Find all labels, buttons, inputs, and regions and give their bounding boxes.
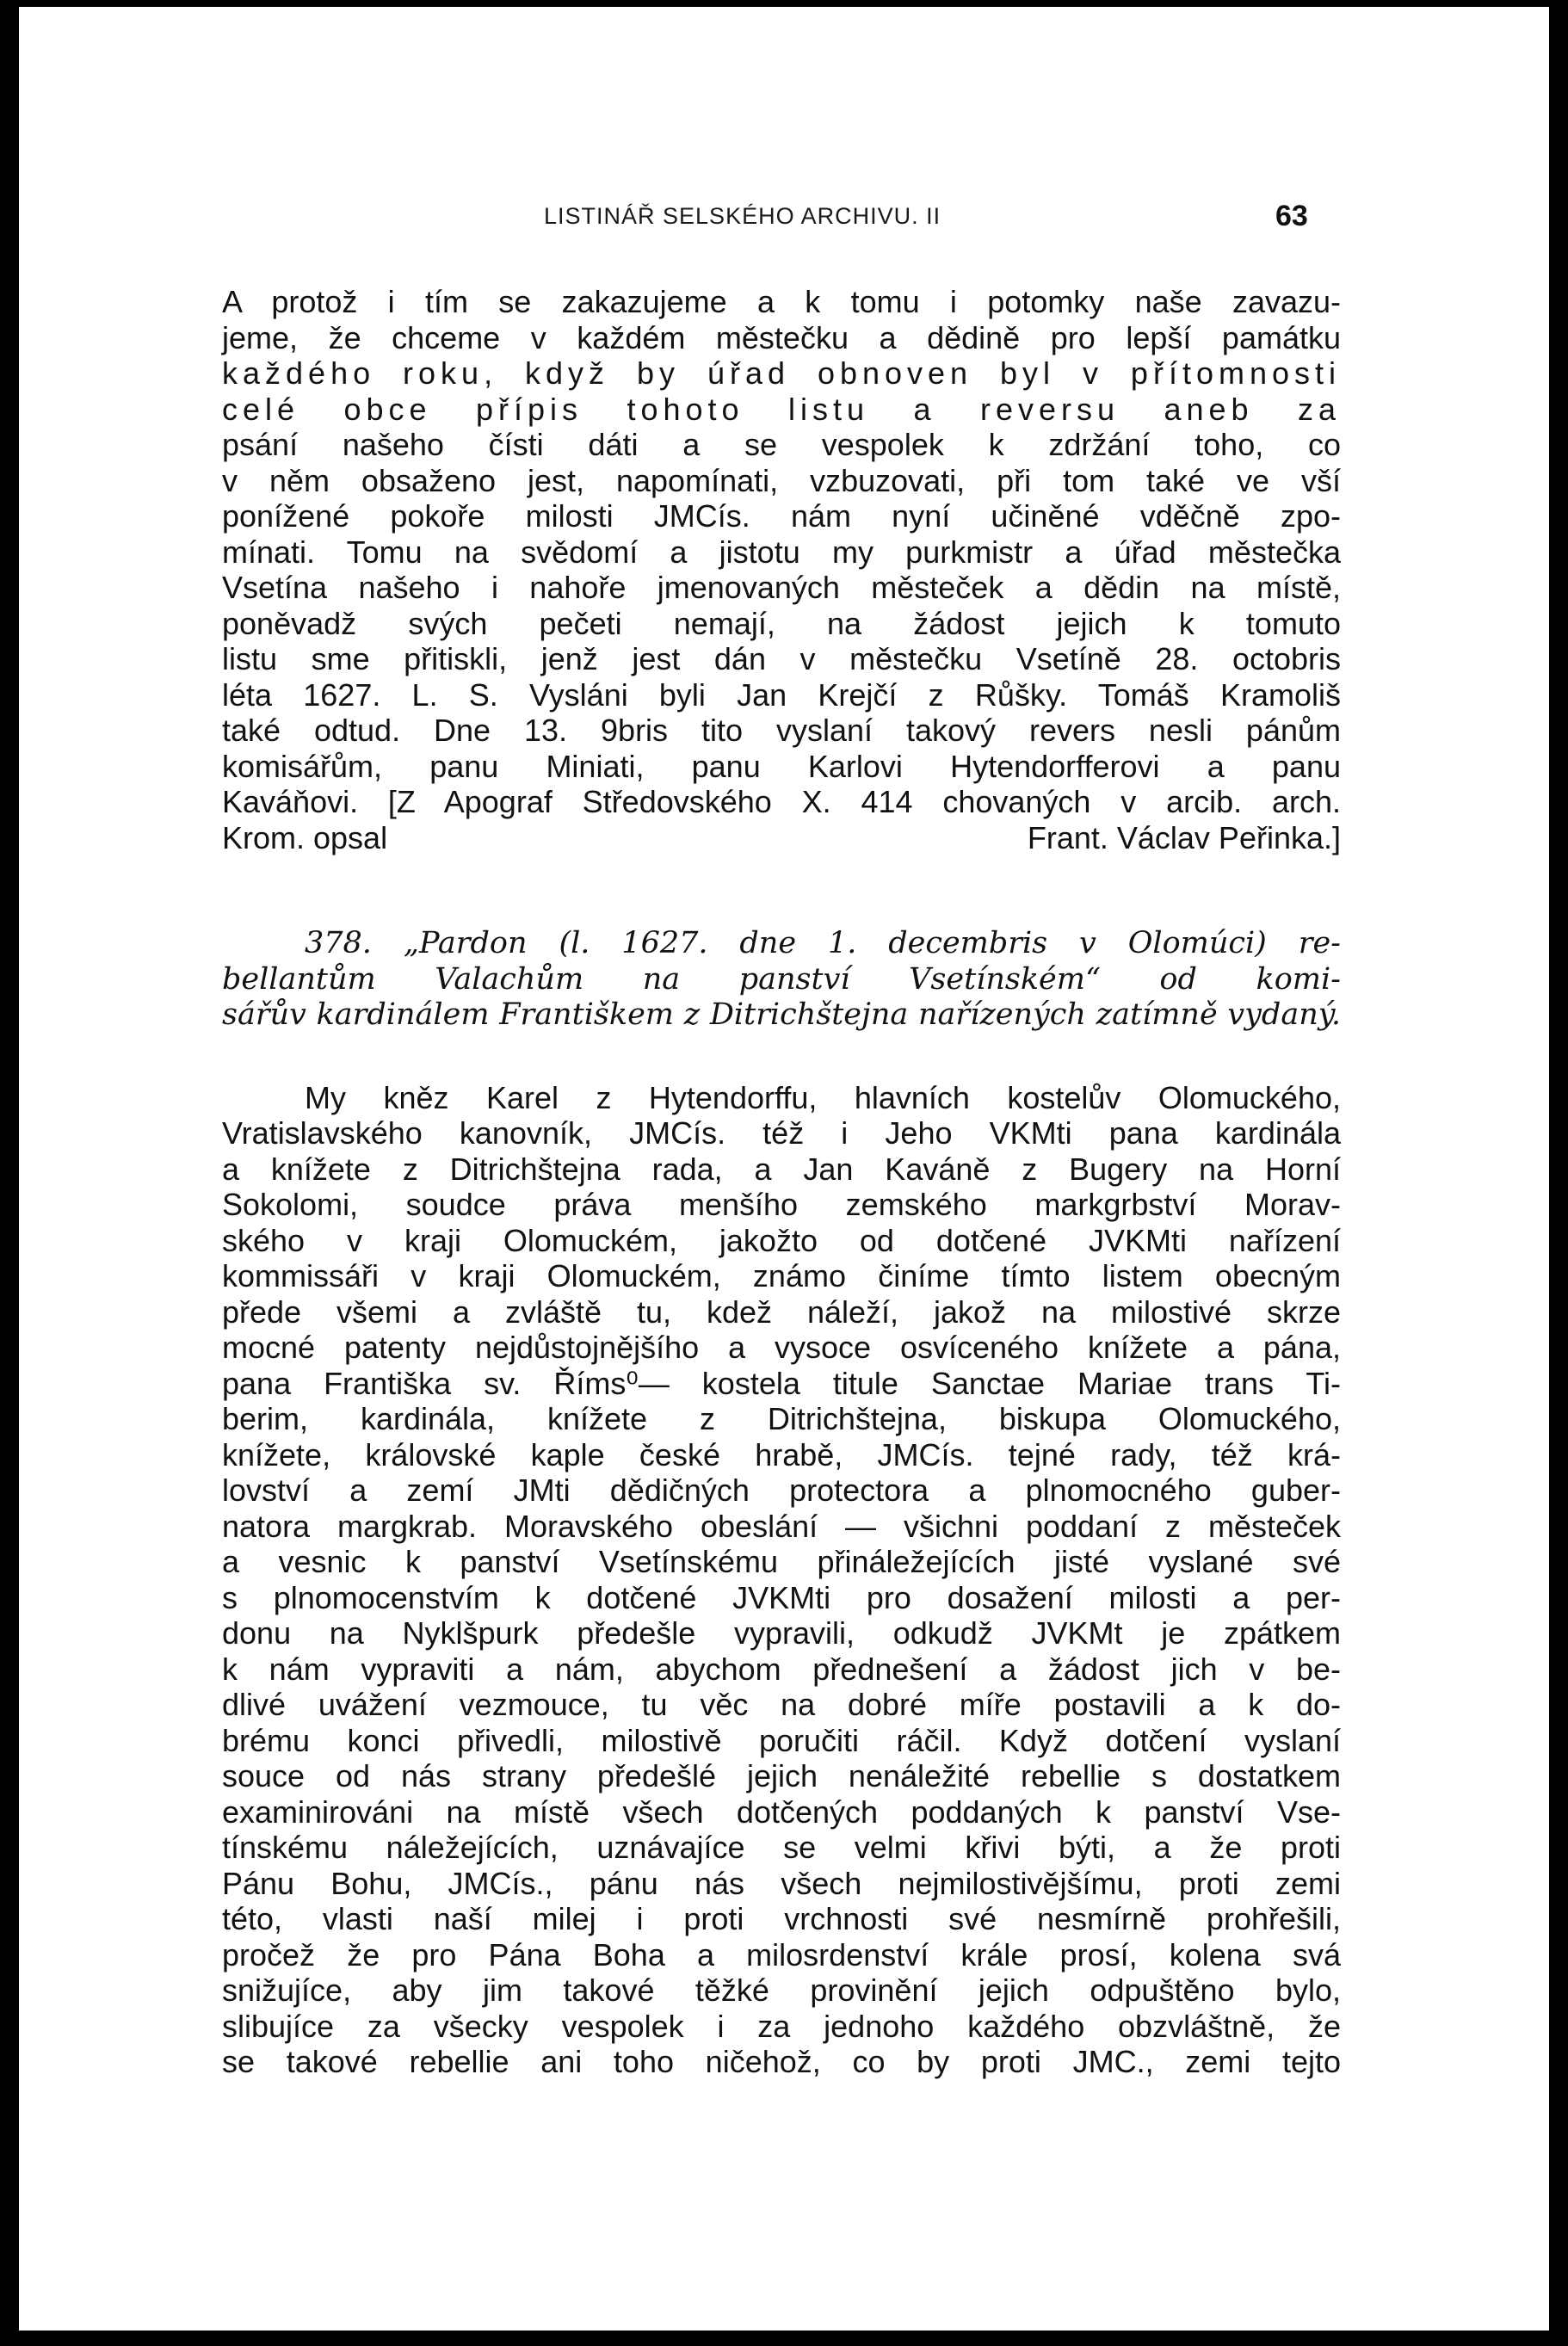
text-line: Kaváňovi. [Z Apograf Středovského X. 414 chovaných v arcib. arch. [222, 784, 1341, 819]
text-line: této, vlasti naší milej i proti vrchnosti své nesmírně prohřešili, [222, 1901, 1341, 1936]
page-number: 63 [1275, 200, 1308, 232]
text-line: poněvadž svých pečeti nemají, na žádost jejich k tomuto [222, 605, 1341, 641]
text-line: Vratislavského kanovník, JMCís. též i Jeho VKMti pana kardinála [222, 1115, 1341, 1151]
section-gap [222, 855, 1341, 926]
text-line: celé obce přípis tohoto listu a reversu aneb za [222, 391, 1341, 427]
text-line: pročež že pro Pána Boha a milosrdenství krále prosí, kolena svá [222, 1936, 1341, 1972]
book-page [19, 7, 1549, 2331]
text-line: také odtud. Dne 13. 9bris tito vyslaní takový revers nesli pánům [222, 713, 1341, 748]
text-line: a vesnic k panství Vsetínskému přináležejících jisté vyslané své [222, 1544, 1341, 1579]
copied-by: Krom. opsal [222, 819, 388, 855]
text-line: lovství a zemí JMti dědičných protectora a plnomocného guber- [222, 1472, 1341, 1508]
text-line: slibujíce za všecky vespolek i za jednoho každého obzvláštně, že [222, 2008, 1341, 2044]
text-line: natora margkrab. Moravského obeslání — všichni poddaní z městeček [222, 1508, 1341, 1544]
text-line: A protož i tím se zakazujeme a k tomu i potomky naše zavazu- [222, 284, 1341, 319]
running-title: LISTINÁŘ SELSKÉHO ARCHIVU. II [544, 203, 941, 229]
text-line: knížete, královské kaple české hrabě, JMCís. tejné rady, též krá- [222, 1436, 1341, 1472]
text-line: Vsetína našeho i nahoře jmenovaných městeček a dědin na místě, [222, 570, 1341, 605]
signature: Frant. Václav Peřinka.] [1027, 819, 1341, 855]
text-line: se takové rebellie ani toho ničehož, co by proti JMC., zemi tejto [222, 2044, 1341, 2079]
text-line: mocné patenty nejdůstojnějšího a vysoce osvíceného knížete a pána, [222, 1330, 1341, 1365]
text-line: léta 1627. L. S. Vysláni byli Jan Krejčí z Růšky. Tomáš Kramoliš [222, 676, 1341, 713]
heading-line: bellantům Valachům na panství Vsetínském“ od komi- [222, 961, 1341, 997]
text-line: k nám vypraviti a nám, abychom přednešení a žádost jich v be- [222, 1651, 1341, 1687]
text-line: donu na Nyklšpurk předešle vypravili, odkudž JVKMt je zpátkem [222, 1615, 1341, 1651]
text-line: listu sme přitiskli, jenž jest dán v městečku Vsetíně 28. octobris [222, 641, 1341, 676]
paragraph-2 [222, 1080, 1341, 2080]
heading-line: sářův kardinálem Františkem z Ditrichštejna nařízených zatímně vydaný. [222, 997, 1341, 1032]
text-line: examinirováni na místě všech dotčených poddaných k panství Vse- [222, 1793, 1341, 1830]
text-line: mínati. Tomu na svědomí a jistotu my purkmistr a úřad městečka [222, 534, 1341, 570]
text-line: berim, kardinála, knížete z Ditrichštejna, biskupa Olomuckého, [222, 1401, 1341, 1436]
text-line: pana Františka sv. Říms⁰— kostela titule Sanctae Mariae trans Ti- [222, 1365, 1341, 1401]
text-line-last [222, 820, 1341, 856]
text-line: brému konci přivedli, milostivě poručiti ráčil. Když dotčení vyslaní [222, 1722, 1341, 1758]
text-line: ského v kraji Olomuckém, jakožto od dotčené JVKMti nařízení [222, 1222, 1341, 1258]
section-gap [222, 1034, 1341, 1080]
text-line: jeme, že chceme v každém městečku a dědině pro lepší památku [222, 319, 1341, 355]
heading-line: 378. „Pardon (l. 1627. dne 1. decembris v Olomúci) re- [305, 926, 1341, 960]
text-block [222, 284, 1341, 2080]
paragraph-1 [222, 284, 1341, 855]
text-line: každého roku, když by úřad obnoven byl v přítomnosti [222, 355, 1341, 391]
text-line: tínskému náležejících, uznávajíce se velmi křivi býti, a že proti [222, 1830, 1341, 1865]
text-line: Sokolomi, soudce práva menšího zemského markgrbství Morav- [222, 1187, 1341, 1222]
document-heading-378 [222, 926, 1341, 1034]
text-line: v něm obsaženo jest, napomínati, vzbuzovati, při tom také ve vší [222, 462, 1341, 498]
text-line: souce od nás strany předešlé jejich nenáležité rebellie s dostatkem [222, 1758, 1341, 1793]
text-line: kommissáři v kraji Olomuckém, známo činíme tímto listem obecným [222, 1258, 1341, 1293]
text-line: s plnomocenstvím k dotčené JVKMti pro dosažení milosti a per- [222, 1579, 1341, 1615]
text-line: snižujíce, aby jim takové těžké provinění jejich odpuštěno bylo, [222, 1972, 1341, 2008]
text-line: dlivé uvážení vezmouce, tu věc na dobré míře postavili a k do- [222, 1687, 1341, 1722]
text-line: My kněz Karel z Hytendorffu, hlavních kostelův Olomuckého, [305, 1079, 1341, 1115]
text-line: přede všemi a zvláště tu, kdež náleží, jakož na milostivé skrze [222, 1293, 1341, 1330]
text-line: psání našeho čísti dáti a se vespolek k zdržání toho, co [222, 427, 1341, 462]
text-line: Pánu Bohu, JMCís., pánu nás všech nejmilostivějšímu, proti zemi [222, 1865, 1341, 1901]
text-line: komisářům, panu Miniati, panu Karlovi Hytendorfferovi a panu [222, 748, 1341, 784]
text-line: a knížete z Ditrichštejna rada, a Jan Kaváně z Bugery na Horní [222, 1151, 1341, 1187]
text-line: ponížené pokoře milosti JMCís. nám nyní učiněné vděčně zpo- [222, 498, 1341, 534]
